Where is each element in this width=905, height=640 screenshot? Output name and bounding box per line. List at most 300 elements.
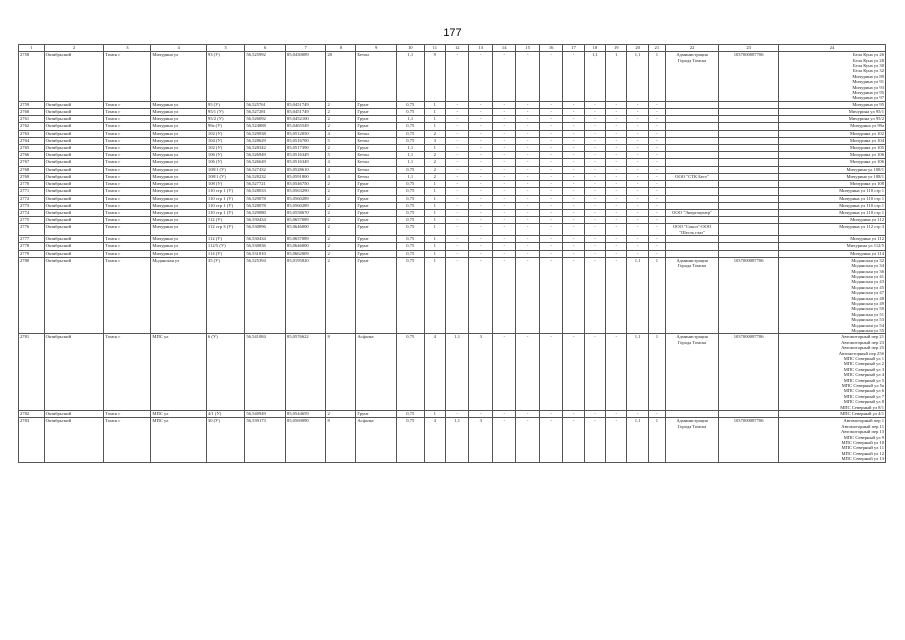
cell-c8: 8 (326, 418, 356, 462)
cell-addresses (779, 418, 886, 462)
cell-c14: - (492, 123, 515, 130)
address-line: Мичурина ул 95 (852, 90, 884, 96)
address-line: Моданская ул 47 (851, 290, 884, 296)
cell-c13: - (469, 202, 492, 209)
cell-city: Томск г (104, 123, 151, 130)
address-line: Автомоторный пер 11 (841, 423, 884, 429)
cell-cover: Бетон (356, 166, 397, 173)
cell-ogrn (719, 202, 779, 209)
cell-addresses (779, 181, 886, 188)
column-header: 20 (627, 45, 648, 52)
cell-c17: - (563, 257, 584, 334)
cell-cover: Грунт (356, 116, 397, 123)
cell-c20: - (627, 411, 648, 418)
cell-c20: 1,1 (627, 418, 648, 462)
cell-c15: - (516, 411, 539, 418)
cell-city: Томск г (104, 411, 151, 418)
column-header: 9 (356, 45, 397, 52)
cell-c19: - (606, 243, 627, 250)
cell-n: 2759 (19, 101, 45, 108)
address-line: Автомоторный пер 1 (843, 418, 884, 424)
cell-lon: 85,0516700 (285, 137, 326, 144)
cell-lat: 56,529080 (245, 209, 286, 216)
cell-c11: 1 (424, 188, 445, 195)
table-row (19, 250, 886, 257)
cell-c12: - (446, 109, 469, 116)
cell-c10: 0,75 (396, 250, 424, 257)
cell-c8: 2 (326, 257, 356, 334)
cell-c19: - (606, 152, 627, 159)
cell-city: Томск г (104, 137, 151, 144)
cell-city: Томск г (104, 202, 151, 209)
cell-c15: - (516, 137, 539, 144)
owner-line: Города Томска (677, 263, 707, 269)
cell-c12: - (446, 209, 469, 216)
address-line: Мичурина ул 95/1 (848, 109, 884, 115)
cell-c13: - (469, 101, 492, 108)
cell-n: 2780 (19, 257, 45, 334)
cell-c15: - (516, 243, 539, 250)
cell-dist: Октябрьский (44, 202, 104, 209)
cell-c21: - (648, 159, 665, 166)
cell-city: Томск г (104, 195, 151, 202)
cell-n: 2760 (19, 109, 45, 116)
cell-c12: - (446, 123, 469, 130)
cell-cover: Грунт (356, 243, 397, 250)
cell-c21: - (648, 411, 665, 418)
cell-c10: 0,75 (396, 411, 424, 418)
cell-house: 102 (У) (206, 130, 244, 137)
cell-owner (665, 224, 718, 236)
cell-city: Томск г (104, 188, 151, 195)
cell-c14: - (492, 173, 515, 180)
cell-dist: Октябрьский (44, 224, 104, 236)
cell-c12: - (446, 130, 469, 137)
cell-c8: 2 (326, 181, 356, 188)
cell-c10: 0,75 (396, 188, 424, 195)
cell-house: 110 стр 1 (У) (206, 195, 244, 202)
cell-c11: 1 (424, 116, 445, 123)
cell-c19: - (606, 181, 627, 188)
cell-dist: Октябрьский (44, 166, 104, 173)
cell-n: 2764 (19, 137, 45, 144)
column-header: 11 (424, 45, 445, 52)
cell-n: 2761 (19, 116, 45, 123)
cell-city: Томск г (104, 217, 151, 224)
cell-house: 108 (У) (206, 181, 244, 188)
cell-lat: 56,528342 (245, 145, 286, 152)
cell-n: 2768 (19, 166, 45, 173)
cell-c12: 1,1 (446, 418, 469, 462)
cell-c19: - (606, 217, 627, 224)
cell-c10: 0,75 (396, 224, 424, 236)
cell-dist: Октябрьский (44, 418, 104, 462)
cell-house: 95/1 (У) (206, 109, 244, 116)
address-line: МПС Северный ул 5 (843, 377, 884, 383)
cell-house: 106 (У) (206, 159, 244, 166)
address-line: Мичурина ул 105 (850, 145, 884, 151)
cell-city: Томск г (104, 418, 151, 462)
cell-c19: - (606, 166, 627, 173)
cell-owner (665, 137, 718, 144)
cell-c18: - (584, 116, 605, 123)
address-line: МПС Северный ул 12 (841, 450, 884, 456)
cell-ogrn (719, 116, 779, 123)
cell-c17: - (563, 152, 584, 159)
cell-owner (665, 52, 718, 102)
cell-c8: 5 (326, 152, 356, 159)
cell-c20: - (627, 123, 648, 130)
cell-owner (665, 250, 718, 257)
cell-street: Моданская ул (151, 257, 207, 334)
cell-cover: Грунт (356, 257, 397, 334)
address-line: Моданская ул 55 (851, 328, 884, 334)
cell-addresses (779, 224, 886, 236)
cell-c13: - (469, 250, 492, 257)
cell-ogrn (719, 137, 779, 144)
cell-street: Мичурина ул (151, 224, 207, 236)
cell-c10: 0,75 (396, 130, 424, 137)
cell-c11: 2 (424, 173, 445, 180)
cell-lon: 85,0512050 (285, 130, 326, 137)
cell-c13: - (469, 257, 492, 334)
cell-dist: Октябрьский (44, 188, 104, 195)
cell-c21: - (648, 250, 665, 257)
cell-c21: - (648, 243, 665, 250)
cell-house: 106 (У) (206, 152, 244, 159)
cell-c11: 1 (424, 123, 445, 130)
cell-c21: - (648, 166, 665, 173)
cell-dist: Октябрьский (44, 243, 104, 250)
cell-c13: - (469, 152, 492, 159)
cell-lon: 85,0646000 (285, 224, 326, 236)
cell-c14: - (492, 181, 515, 188)
cell-owner (665, 257, 718, 334)
cell-n: 2778 (19, 243, 45, 250)
cell-city: Томск г (104, 181, 151, 188)
cell-c12: - (446, 411, 469, 418)
cell-c14: - (492, 52, 515, 102)
cell-c16: - (539, 130, 562, 137)
cell-c15: - (516, 209, 539, 216)
column-header: 17 (563, 45, 584, 52)
cell-ogrn (719, 152, 779, 159)
cell-n: 2770 (19, 181, 45, 188)
cell-owner (665, 130, 718, 137)
address-line: Бела Куна ул 26 (853, 52, 884, 58)
cell-lat: 56,525992 (245, 52, 286, 102)
cell-c17: - (563, 123, 584, 130)
address-line: МПС Северный ул 5а (841, 383, 884, 389)
cell-lat: 56,531810 (245, 250, 286, 257)
cell-addresses (779, 236, 886, 243)
cell-c8: 2 (326, 411, 356, 418)
cell-c15: - (516, 159, 539, 166)
owner-line: Города Томска (677, 57, 707, 63)
cell-c11: 1 (424, 109, 445, 116)
cell-street: Мичурина ул (151, 250, 207, 257)
cell-c18: - (584, 152, 605, 159)
cell-lon: 85,0576622 (285, 334, 326, 411)
cell-c17: - (563, 224, 584, 236)
cell-c18: - (584, 173, 605, 180)
cell-lon: 85,0430089 (285, 52, 326, 102)
cell-c13: - (469, 52, 492, 102)
cell-c12: - (446, 195, 469, 202)
cell-street: Мичурина ул (151, 188, 207, 195)
cell-dist: Октябрьский (44, 217, 104, 224)
cell-c11: 1 (424, 195, 445, 202)
cell-c8: 4 (326, 166, 356, 173)
cell-c21: - (648, 123, 665, 130)
cell-c10: 0,75 (396, 101, 424, 108)
cell-c19: - (606, 123, 627, 130)
cell-cover: Грунт (356, 145, 397, 152)
cell-dist: Октябрьский (44, 159, 104, 166)
cell-cover: Грунт (356, 236, 397, 243)
cell-c16: - (539, 257, 562, 334)
cell-dist: Октябрьский (44, 109, 104, 116)
cell-street: МПС ул (151, 418, 207, 462)
owner-line: Администрация (676, 418, 708, 424)
cell-c19: - (606, 195, 627, 202)
cell-n: 2769 (19, 173, 45, 180)
cell-c20: - (627, 116, 648, 123)
cell-c21: 1 (648, 52, 665, 102)
table-row (19, 224, 886, 236)
address-line: МПС Северный ул 6 (843, 388, 884, 394)
cell-c15: - (516, 109, 539, 116)
column-header: 22 (665, 45, 718, 52)
column-header: 24 (779, 45, 886, 52)
cell-house: 102 (У) (206, 145, 244, 152)
cell-c21: - (648, 145, 665, 152)
cell-lon: 85,0560289 (285, 195, 326, 202)
cell-cover: Грунт (356, 250, 397, 257)
cell-c12: 1,1 (446, 334, 469, 411)
cell-c12: - (446, 159, 469, 166)
address-line: Автомоторный пер 13 (841, 429, 884, 435)
cell-street: Мичурина ул (151, 101, 207, 108)
address-line: МПС Северный ул 1 (843, 356, 884, 362)
cell-c15: - (516, 257, 539, 334)
cell-c10: 0,75 (396, 137, 424, 144)
cell-dist: Октябрьский (44, 257, 104, 334)
cell-c15: - (516, 166, 539, 173)
cell-c14: - (492, 418, 515, 462)
cell-c16: - (539, 250, 562, 257)
owner-line: ООО "Сокол"-ООО (672, 224, 712, 230)
cell-cover: Грунт (356, 209, 397, 216)
cell-c12: - (446, 137, 469, 144)
address-line: Мичурина ул 110 стр 1 (839, 209, 884, 215)
cell-owner (665, 181, 718, 188)
table-row (19, 334, 886, 411)
cell-cover: Грунт (356, 217, 397, 224)
cell-ogrn (719, 173, 779, 180)
cell-lon: 85,0544659 (285, 411, 326, 418)
cell-c16: - (539, 217, 562, 224)
owner-line: Города Томска (677, 339, 707, 345)
cell-cover: Грунт (356, 123, 397, 130)
cell-lat: 56,539173 (245, 418, 286, 462)
cell-n: 2781 (19, 334, 45, 411)
cell-dist: Октябрьский (44, 334, 104, 411)
cell-owner (665, 116, 718, 123)
cell-house: 112/5 (У) (206, 243, 244, 250)
cell-city: Томск г (104, 145, 151, 152)
cell-owner (665, 418, 718, 462)
cell-c19: - (606, 236, 627, 243)
cell-owner (665, 152, 718, 159)
cell-c11: 3 (424, 137, 445, 144)
cell-c12: - (446, 145, 469, 152)
cell-c15: - (516, 236, 539, 243)
cell-city: Томск г (104, 334, 151, 411)
cell-cover: Грунт (356, 195, 397, 202)
cell-house: 108/1 (У) (206, 173, 244, 180)
cell-c14: - (492, 243, 515, 250)
cell-owner (665, 195, 718, 202)
address-line: МПС Северный ул 4/1 (840, 411, 884, 417)
cell-c11: 2 (424, 130, 445, 137)
cell-ogrn (719, 123, 779, 130)
cell-addresses (779, 52, 886, 102)
cell-c8: 2 (326, 250, 356, 257)
cell-c15: - (516, 52, 539, 102)
cell-lat: 56,524888 (245, 123, 286, 130)
cell-c17: - (563, 145, 584, 152)
table-row (19, 166, 886, 173)
table-row (19, 236, 886, 243)
cell-c14: - (492, 116, 515, 123)
cell-lon: 85,0516349 (285, 159, 326, 166)
cell-dist: Октябрьский (44, 101, 104, 108)
cell-street: Мичурина ул (151, 137, 207, 144)
cell-ogrn: 1037000087706 (719, 52, 779, 102)
cell-c21: - (648, 109, 665, 116)
cell-c15: - (516, 195, 539, 202)
address-line: Моданская ул 48 (851, 295, 884, 301)
cell-street: Мичурина ул (151, 209, 207, 216)
cell-c13: - (469, 195, 492, 202)
cell-c19: - (606, 109, 627, 116)
address-line: МПС Северный ул 10 (841, 439, 884, 445)
cell-addresses (779, 109, 886, 116)
cell-c18: - (584, 195, 605, 202)
cell-c17: - (563, 209, 584, 216)
column-header: 4 (151, 45, 207, 52)
cell-c17: - (563, 166, 584, 173)
cell-c12: - (446, 116, 469, 123)
cell-c17: - (563, 418, 584, 462)
cell-c13: - (469, 123, 492, 130)
cell-c8: 4 (326, 159, 356, 166)
cell-c16: - (539, 243, 562, 250)
column-header: 2 (44, 45, 104, 52)
cell-lon: 85,0662009 (285, 250, 326, 257)
cell-c10: 0,75 (396, 109, 424, 116)
column-header: 5 (206, 45, 244, 52)
cell-c20: 1,1 (627, 52, 648, 102)
cell-lon: 85,0546750 (285, 181, 326, 188)
cell-c17: - (563, 159, 584, 166)
cell-c13: - (469, 116, 492, 123)
cell-c20: - (627, 166, 648, 173)
cell-c16: - (539, 52, 562, 102)
address-line: Бела Куна ул 30 (853, 63, 884, 69)
cell-city: Томск г (104, 159, 151, 166)
cell-c15: - (516, 181, 539, 188)
cell-c11: 1 (424, 145, 445, 152)
cell-c14: - (492, 202, 515, 209)
cell-c16: - (539, 123, 562, 130)
cell-c21: - (648, 209, 665, 216)
cell-c20: - (627, 145, 648, 152)
cell-dist: Октябрьский (44, 195, 104, 202)
cell-lat: 56,528033 (245, 188, 286, 195)
cell-c18: - (584, 334, 605, 411)
cell-house: 4/1 (У) (206, 411, 244, 418)
cell-c18: - (584, 101, 605, 108)
cell-addresses (779, 217, 886, 224)
cell-c13: - (469, 109, 492, 116)
cell-c10: 0,75 (396, 236, 424, 243)
cell-c11: 1 (424, 236, 445, 243)
cell-c18: - (584, 217, 605, 224)
cell-ogrn (719, 411, 779, 418)
cell-c13: 3 (469, 334, 492, 411)
cell-c11: 1 (424, 243, 445, 250)
cell-c19: - (606, 159, 627, 166)
cell-c12: - (446, 52, 469, 102)
cell-c11: 2 (424, 152, 445, 159)
cell-c14: - (492, 209, 515, 216)
cell-c15: - (516, 217, 539, 224)
cell-c14: - (492, 166, 515, 173)
cell-c8: 2 (326, 109, 356, 116)
cell-c10: 1,1 (396, 152, 424, 159)
cell-lat: 56,540949 (245, 411, 286, 418)
cell-c8: 2 (326, 243, 356, 250)
cell-lat: 56,527721 (245, 181, 286, 188)
address-line: Моданская ул 45 (851, 284, 884, 290)
cell-lat: 56,530836 (245, 243, 286, 250)
cell-ogrn (719, 188, 779, 195)
cell-lon: 85,0591800 (285, 173, 326, 180)
table-row (19, 173, 886, 180)
cell-lon: 85,0646000 (285, 243, 326, 250)
cell-c17: - (563, 195, 584, 202)
cell-street: МПС ул (151, 411, 207, 418)
cell-dist: Октябрьский (44, 116, 104, 123)
cell-c16: - (539, 334, 562, 411)
address-line: МПС Северный ул 3 (843, 366, 884, 372)
cell-dist: Октябрьский (44, 137, 104, 144)
cell-cover: Асфальт (356, 418, 397, 462)
cell-c18: 1,1 (584, 52, 605, 102)
cell-c16: - (539, 109, 562, 116)
cell-ogrn: 1037000087706 (719, 418, 779, 462)
cell-c20: - (627, 188, 648, 195)
cell-c18: - (584, 159, 605, 166)
cell-c14: - (492, 101, 515, 108)
cell-c18: - (584, 109, 605, 116)
owner-line: ООО "СТК Бест" (675, 173, 709, 179)
cell-c12: - (446, 166, 469, 173)
cell-c8: 2 (326, 224, 356, 236)
address-line: Мичурина ул 93 (852, 84, 884, 90)
